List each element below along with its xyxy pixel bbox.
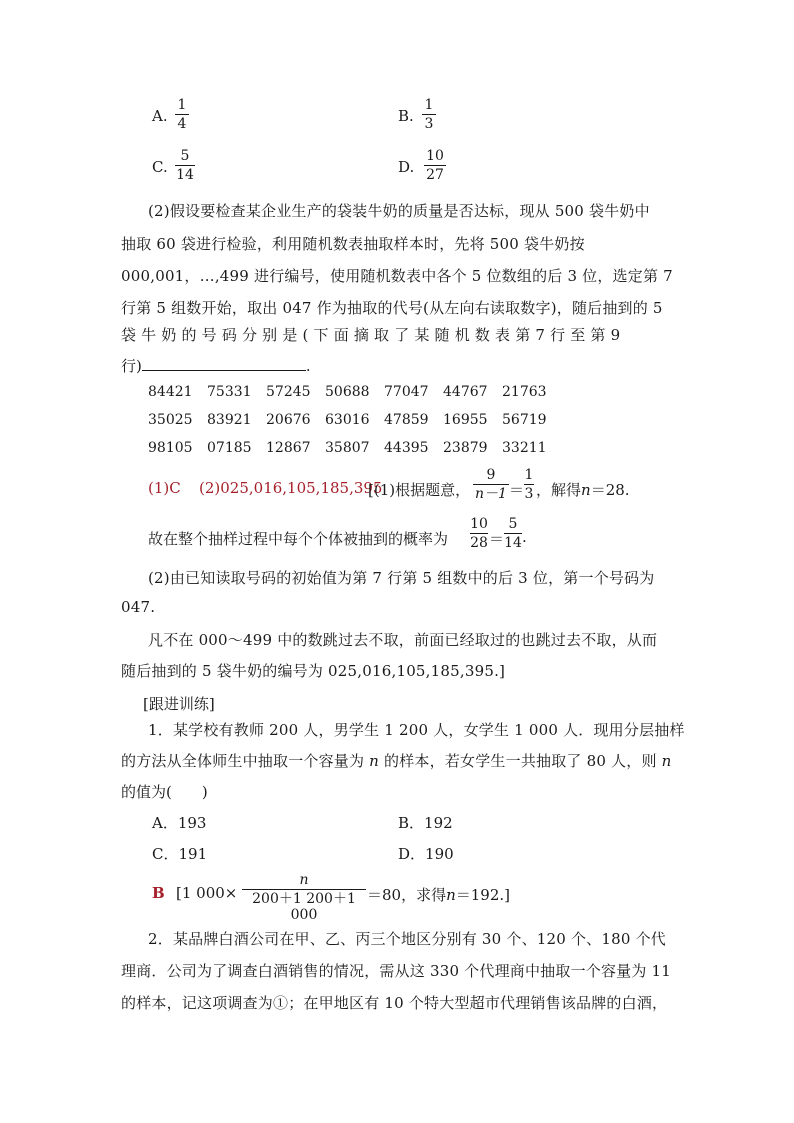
ex2-line-3: 的样本，记这项调查为①；在甲地区有 10 个特大型超市代理销售该品牌的白酒，: [121, 994, 668, 1012]
solve-result: ＝28.: [590, 481, 630, 499]
option-d-fraction: [424, 148, 446, 183]
ex1-answer-prefix: [1 000×: [176, 884, 238, 902]
ex1-answer-value: ＝192.]: [455, 886, 511, 904]
variable-n: n: [581, 481, 591, 499]
table-cell: 35025: [148, 412, 193, 428]
period: .: [522, 528, 527, 546]
option-b-fraction: [422, 97, 436, 132]
table-cell: 44395: [384, 440, 429, 456]
fraction-numerator: 10: [426, 148, 444, 164]
solution-part2-line-1: (2)由已知读取号码的初始值为第 7 行第 5 组数中的后 3 位，第一个号码为: [148, 569, 655, 587]
fraction-numerator: 1: [524, 467, 534, 483]
fraction-numerator: 5: [508, 516, 518, 532]
table-cell: 56719: [502, 412, 547, 428]
table-cell: 84421: [148, 384, 193, 400]
table-cell: 63016: [325, 412, 370, 428]
solution-intro: [(1)根据题意，: [368, 481, 471, 499]
q2-line-6-start: 行): [121, 357, 142, 375]
variable-n: n: [369, 752, 380, 770]
fraction-numerator: 10: [470, 516, 488, 532]
fraction-bar: [422, 114, 436, 115]
option-a-fraction: [175, 97, 189, 132]
fraction-bar: [424, 165, 446, 166]
table-cell: 75331: [207, 384, 252, 400]
table-cell: 20676: [266, 412, 311, 428]
answer-2: (2)025,016,105,185,395: [199, 479, 383, 497]
solution-part2-line-4: 随后抽到的 5 袋牛奶的编号为 025,016,105,185,395.]: [121, 662, 506, 680]
table-cell: 50688: [325, 384, 370, 400]
table-cell: 35807: [325, 440, 370, 456]
fraction-5-over-14: [504, 516, 522, 551]
fraction-bar: [470, 533, 488, 534]
q2-line-2: 抽取 60 袋进行检验，利用随机数表抽取样本时，先将 500 袋牛奶按: [121, 235, 585, 253]
fraction-denominator: n－1: [475, 486, 507, 502]
option-d-label: D.: [398, 158, 415, 176]
fraction-10-over-28: [470, 516, 488, 551]
q2-line-5: 袋 牛 奶 的 号 码 分 别 是 ( 下 面 摘 取 了 某 随 机 数 表 第 7 行 至 第 9: [121, 326, 621, 344]
q2-line-3: 000,001，…,499 进行编号，使用随机数表中各个 5 位数组的后 3 位，选定第 7: [121, 267, 673, 285]
table-cell: 57245: [266, 384, 311, 400]
table-cell: 47859: [384, 412, 429, 428]
ex1-option-a: A．193: [152, 814, 207, 832]
q2-line-6: [121, 355, 311, 376]
table-cell: 33211: [502, 440, 547, 456]
ex1-option-b: B．192: [398, 814, 453, 832]
table-cell: 23879: [443, 440, 488, 456]
fraction-numerator: 1: [177, 97, 187, 113]
option-b-label: B.: [398, 107, 414, 125]
solution-part2-line-2: 047.: [121, 598, 156, 616]
solve-label: ，解得: [536, 481, 582, 499]
probability-text: 故在整个抽样过程中每个个体被抽到的概率为: [148, 530, 449, 548]
variable-n: n: [661, 752, 672, 770]
table-cell: 98105: [148, 440, 193, 456]
fraction-numerator: 9: [486, 467, 496, 483]
fraction-denominator: 200＋1 200＋1 000: [252, 891, 356, 923]
section-title: [跟进训练]: [143, 695, 215, 713]
fraction-denominator: 27: [426, 167, 444, 183]
table-cell: 16955: [443, 412, 488, 428]
option-c-label: C.: [152, 158, 168, 176]
option-c-fraction: [175, 148, 195, 183]
fraction-numerator: 5: [180, 148, 190, 164]
fraction-denominator: 14: [504, 535, 522, 551]
fraction-denominator: 4: [177, 116, 187, 132]
ex1-line-1: 1．某学校有教师 200 人，男学生 1 200 人，女学生 1 000 人．现用分层抽样: [148, 721, 685, 739]
fraction-denominator: 14: [176, 167, 194, 183]
answer-blank: [142, 356, 306, 371]
q2-line-6-end: .: [305, 357, 311, 375]
ex2-line-2: 理商．公司为了调查白酒销售的情况，需从这 330 个代理商中抽取一个容量为 11: [121, 962, 672, 980]
ex1-line-2a: 的方法从全体师生中抽取一个容量为: [121, 752, 365, 770]
fraction-numerator: n: [299, 872, 309, 888]
ex1-answer-fraction: [242, 872, 366, 923]
answer-1: (1)C: [148, 479, 181, 497]
solution-part2-line-3: 凡不在 000～499 中的数跳过去不取，前面已经取过的也跳过去不取，从而: [148, 631, 658, 649]
fraction-denominator: 3: [424, 116, 434, 132]
ex1-option-d: D．190: [398, 845, 454, 863]
solution-text: [536, 479, 630, 500]
option-a-label: A.: [152, 107, 168, 125]
random-table-row: [148, 440, 561, 456]
random-table-row: [148, 384, 561, 400]
table-cell: 07185: [207, 440, 252, 456]
fraction-bar: [242, 889, 366, 890]
table-cell: 77047: [384, 384, 429, 400]
ex1-line-3: 的值为( ): [121, 783, 208, 801]
fraction-9-over-n-minus-1: [473, 467, 509, 502]
fraction-1-over-3: [524, 467, 534, 502]
table-cell: 21763: [502, 384, 547, 400]
equals-sign: ＝: [509, 481, 525, 499]
fraction-bar: [504, 533, 522, 534]
fraction-bar: [175, 165, 195, 166]
ex1-line-2b: 的样本，若女学生一共抽取了 80 人，则: [384, 752, 657, 770]
fraction-bar: [473, 484, 509, 485]
variable-n: n: [446, 886, 456, 904]
fraction-bar: [175, 114, 189, 115]
fraction-numerator: 1: [424, 97, 434, 113]
fraction-denominator: 3: [524, 486, 534, 502]
q2-line-4: 行第 5 组数开始，取出 047 作为抽取的代号(从左向右读取数字)，随后抽到的 5: [121, 299, 663, 317]
ex1-option-c: C．191: [152, 845, 208, 863]
ex1-answer-letter: B: [152, 884, 165, 902]
equals-sign: ＝: [489, 530, 505, 548]
q2-line-1: (2)假设要检查某企业生产的袋装牛奶的质量是否达标，现从 500 袋牛奶中: [148, 202, 650, 220]
table-cell: 44767: [443, 384, 488, 400]
ex1-line-2: [121, 750, 671, 771]
fraction-denominator: 28: [470, 535, 488, 551]
ex1-answer-result: [367, 884, 510, 905]
ex2-line-1: 2．某品牌白酒公司在甲、乙、丙三个地区分别有 30 个、120 个、180 个代: [148, 930, 666, 948]
random-table-row: [148, 412, 561, 428]
table-cell: 12867: [266, 440, 311, 456]
table-cell: 83921: [207, 412, 252, 428]
fraction-bar: [524, 484, 534, 485]
ex1-answer-text: ＝80，求得: [367, 886, 447, 904]
